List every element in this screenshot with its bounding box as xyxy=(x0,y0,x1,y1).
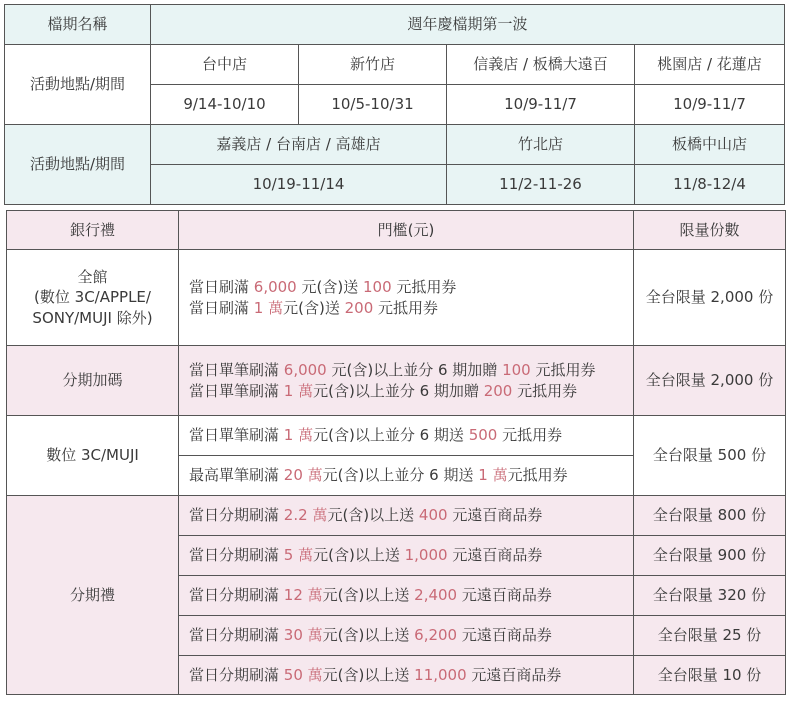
text-segment: 當日刷滿 xyxy=(189,298,254,317)
location-label-cell: 活動地點/期間 xyxy=(5,45,151,125)
highlight-value: 萬 xyxy=(298,426,314,445)
text-segment: 元抵用券 xyxy=(391,278,457,297)
gift-name-line: SONY/MUJI 除外) xyxy=(32,308,153,327)
highlight-value: 1 xyxy=(283,426,294,445)
threshold-line xyxy=(189,505,633,525)
gift-name-line: 分期禮 xyxy=(69,585,115,604)
highlight-value: 5 xyxy=(283,546,294,565)
highlight-value: 6,200 xyxy=(414,626,458,645)
text-segment: 元遠百商品券 xyxy=(466,665,562,684)
threshold-line xyxy=(189,298,633,318)
text-segment: 元抵用券 xyxy=(497,426,563,445)
date-cell: 10/5-10/31 xyxy=(299,85,447,125)
date-cell: 9/14-10/10 xyxy=(151,85,299,125)
gift-name-line: 數位 3C/MUJI xyxy=(46,446,139,465)
date-cell: 10/19-11/14 xyxy=(151,165,447,205)
threshold-line xyxy=(189,465,633,485)
gift-name-line: 全館 xyxy=(77,268,108,287)
store-cell: 台中店 xyxy=(151,45,299,85)
date-cell: 10/9-11/7 xyxy=(635,85,785,125)
highlight-value: 萬 xyxy=(307,586,323,605)
threshold-cell xyxy=(179,456,634,496)
text-segment: 元抵用券 xyxy=(512,381,578,400)
text-segment: 當日分期刷滿 xyxy=(189,626,284,645)
limit-cell: 全台限量 320 份 xyxy=(634,576,786,616)
limit-cell: 全台限量 2,000 份 xyxy=(634,250,786,346)
text-segment: 元(含)以上送 xyxy=(327,506,419,525)
store-cell: 板橋中山店 xyxy=(635,125,785,165)
text-segment: 當日刷滿 xyxy=(189,278,254,297)
text-segment: 元(含)以上並分 6 期加贈 xyxy=(313,381,484,400)
limit-cell: 全台限量 900 份 xyxy=(634,536,786,576)
store-cell: 嘉義店 / 台南店 / 高雄店 xyxy=(151,125,447,165)
text-segment: 當日分期刷滿 xyxy=(189,665,284,684)
threshold-cell xyxy=(179,346,634,416)
limit-cell: 全台限量 10 份 xyxy=(634,656,786,695)
bank-gift-table xyxy=(6,210,786,695)
period-name-cell: 週年慶檔期第一波 xyxy=(151,5,785,45)
store-cell: 信義店 / 板橋大遠百 xyxy=(447,45,635,85)
gift-row xyxy=(7,496,786,536)
threshold-line xyxy=(189,360,633,380)
text-segment: 當日單筆刷滿 xyxy=(189,426,284,445)
header-row xyxy=(7,211,786,250)
highlight-value: 萬 xyxy=(268,298,284,317)
limit-cell: 全台限量 500 份 xyxy=(634,416,786,496)
threshold-line xyxy=(189,585,633,605)
highlight-value: 2,400 xyxy=(414,586,458,605)
date-cell: 10/9-11/7 xyxy=(447,85,635,125)
text-segment: 當日分期刷滿 xyxy=(189,546,284,565)
highlight-value: 2.2 xyxy=(283,506,308,525)
threshold-line xyxy=(189,425,633,445)
highlight-value: 萬 xyxy=(492,466,508,485)
gift-row xyxy=(7,250,786,346)
gift-row xyxy=(7,416,786,456)
text-segment: 元抵用券 xyxy=(507,466,568,485)
text-segment: 元(含)以上送 xyxy=(322,626,415,645)
text-segment: 元遠百商品券 xyxy=(457,626,552,645)
text-segment: 元(含)以上並分 6 期加贈 xyxy=(326,361,503,380)
limit-cell: 全台限量 2,000 份 xyxy=(634,346,786,416)
column-header: 銀行禮 xyxy=(7,211,179,250)
period-label-cell: 檔期名稱 xyxy=(5,5,151,45)
highlight-value: 萬 xyxy=(298,546,314,565)
limit-cell: 全台限量 25 份 xyxy=(634,616,786,656)
threshold-line xyxy=(189,277,633,297)
highlight-value: 萬 xyxy=(307,626,323,645)
gift-name-line: 分期加碼 xyxy=(62,371,123,390)
highlight-value: 500 xyxy=(468,426,498,445)
highlight-value: 萬 xyxy=(307,466,323,485)
text-segment: 元遠百商品券 xyxy=(447,546,543,565)
threshold-line xyxy=(189,545,633,565)
highlight-value: 400 xyxy=(418,506,448,525)
highlight-value: 1 xyxy=(253,298,264,317)
highlight-value: 200 xyxy=(344,298,374,317)
text-segment: 當日分期刷滿 xyxy=(189,506,284,525)
store-cell: 桃園店 / 花蓮店 xyxy=(635,45,785,85)
text-segment: 元抵用券 xyxy=(373,298,439,317)
highlight-value: 100 xyxy=(502,361,531,380)
highlight-value: 12 xyxy=(283,586,303,605)
date-cell: 11/2-11-26 xyxy=(447,165,635,205)
text-segment: 當日單筆刷滿 xyxy=(189,381,284,400)
highlight-value: 萬 xyxy=(312,506,328,525)
bank-gift-name-cell xyxy=(7,496,179,695)
event-schedule-table xyxy=(4,4,785,205)
highlight-value: 11,000 xyxy=(414,665,467,684)
text-segment: 元(含)以上送 xyxy=(322,586,415,605)
threshold-cell xyxy=(179,250,634,346)
highlight-value: 萬 xyxy=(307,665,323,684)
text-segment: 元(含)以上送 xyxy=(322,665,415,684)
threshold-line xyxy=(189,381,633,401)
column-header: 門檻(元) xyxy=(179,211,634,250)
threshold-line xyxy=(189,665,633,685)
store-cell: 竹北店 xyxy=(447,125,635,165)
highlight-value: 200 xyxy=(483,381,513,400)
highlight-value: 100 xyxy=(362,278,392,297)
limit-cell: 全台限量 800 份 xyxy=(634,496,786,536)
highlight-value: 1,000 xyxy=(404,546,448,565)
highlight-value: 1 xyxy=(478,466,488,485)
highlight-value: 1 xyxy=(283,381,294,400)
text-segment: 元抵用券 xyxy=(530,361,596,380)
threshold-cell xyxy=(179,536,634,576)
threshold-cell xyxy=(179,496,634,536)
threshold-line xyxy=(189,625,633,645)
threshold-cell xyxy=(179,616,634,656)
bank-gift-name-cell xyxy=(7,250,179,346)
bank-gift-name-cell xyxy=(7,416,179,496)
threshold-cell xyxy=(179,576,634,616)
highlight-value: 50 xyxy=(283,665,303,684)
bank-gift-name-cell xyxy=(7,346,179,416)
highlight-value: 6,000 xyxy=(253,278,297,297)
text-segment: 元遠百商品券 xyxy=(457,586,552,605)
text-segment: 元(含)送 xyxy=(296,278,363,297)
gift-name-line: (數位 3C/APPLE/ xyxy=(34,288,151,307)
store-cell: 新竹店 xyxy=(299,45,447,85)
text-segment: 元遠百商品券 xyxy=(447,506,543,525)
text-segment: 元(含)以上並分 6 期送 xyxy=(322,466,479,485)
highlight-value: 萬 xyxy=(298,381,314,400)
date-cell: 11/8-12/4 xyxy=(635,165,785,205)
threshold-cell xyxy=(179,656,634,695)
threshold-cell xyxy=(179,416,634,456)
text-segment: 當日單筆刷滿 xyxy=(189,361,284,380)
location-label-cell: 活動地點/期間 xyxy=(5,125,151,205)
highlight-value: 6,000 xyxy=(283,361,327,380)
column-header: 限量份數 xyxy=(634,211,786,250)
text-segment: 最高單筆刷滿 xyxy=(189,466,284,485)
text-segment: 元(含)以上送 xyxy=(313,546,405,565)
highlight-value: 20 xyxy=(283,466,303,485)
text-segment: 當日分期刷滿 xyxy=(189,586,284,605)
highlight-value: 30 xyxy=(283,626,303,645)
text-segment: 元(含)送 xyxy=(283,298,345,317)
gift-row xyxy=(7,346,786,416)
text-segment: 元(含)以上並分 6 期送 xyxy=(313,426,469,445)
